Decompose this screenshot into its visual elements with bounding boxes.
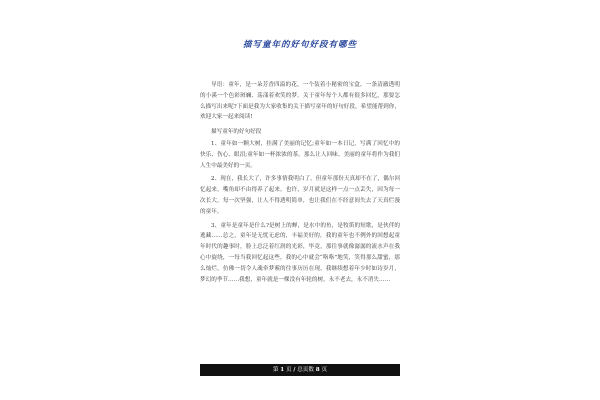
page-number: 1 (280, 367, 285, 373)
document-body (200, 80, 400, 288)
total-label-prefix: 总页数 (297, 367, 314, 373)
total-label-suffix: 页 (321, 367, 328, 373)
document-title: 描写童年的好句好段有哪些 (242, 40, 357, 50)
page-label-suffix: 页 (285, 367, 292, 373)
intro-paragraph: 导语：童年，是一朵芳香四溢的花，一个装着小秘密的宝盒，一条清澈透明的小溪一个色彩斑斓、荡漾着欢笑的梦。关于童年每个人都有很多回忆，那要怎么描写出来呢?下面是我为大家收集的关于描写童年的好句好段，希望能帮到你，欢迎大家一起来阅读! (200, 82, 400, 121)
paragraph-3: 3、童年是童年是什么?是树上的蝉，是水中的鱼，是牧笛的短歌，是伙伴的逃藏……总之，童年是无忧无虑的，丰福美好的，我的童年也不例外的回想起童年时代的趣事时，脸上总泛着红润的光彩，毕竟，那往事就像潺潺的流水声在我心中旋绕，一每当我回忆起这些，我的心中就会“咯咯”地笑，笑得那么甜蜜，那么灿烂，仿佛一切令人魂牵梦萦的往事历历在现，我继续想着年少时如诗岁月，梦幻的季节……我想，童年就是一棵没有年轮的树，永不老去，永不消失…… (200, 222, 400, 283)
paragraph-1: 1、童年如一颗大树，挂满了美丽的记忆;童年如一本日记，写满了回忆中的快乐、伤心、眼泪;童年如一杯浓浓的茶，那么让人回味。美丽的童年将作为我们人生中最美好的一页。 (200, 140, 400, 169)
page-footer (200, 364, 400, 376)
page-label-prefix: 第 (272, 367, 279, 373)
section-subheading: 描写童年的好句好段 (211, 129, 262, 136)
page-separator: / (293, 367, 296, 373)
paragraph-2: 2、现在，我长大了，许多事情我明白了。但童年那份天真却不在了，偶尔回忆起来，嘴角却不由得养了起来。也许，岁月就是这样一点一点丢失，因为每一次长大，每一次坚强，让人不得透明简单，也让我们在不经意间失去了天真烂漫的童年。 (200, 176, 400, 215)
total-pages: 8 (315, 367, 320, 373)
